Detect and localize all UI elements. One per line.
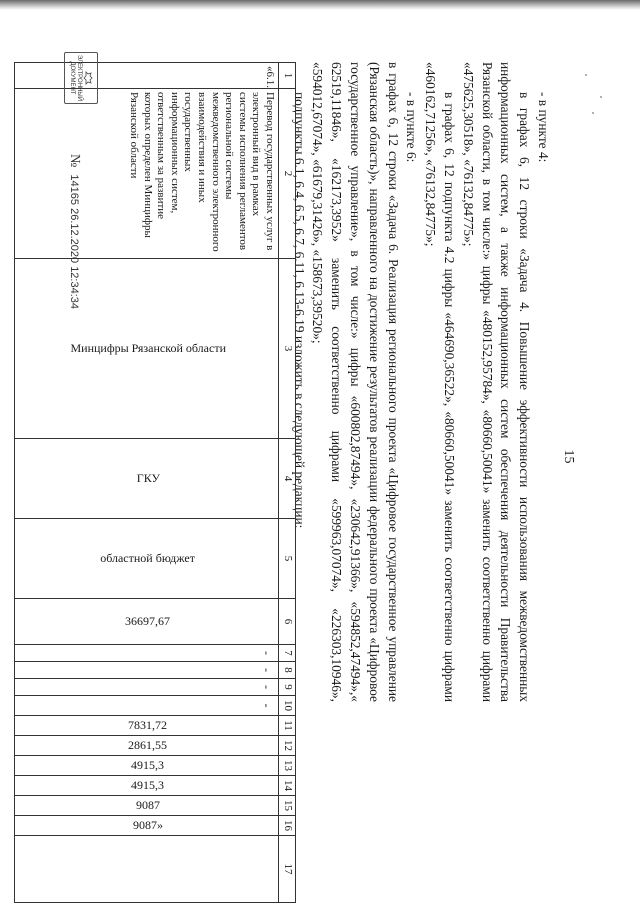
page-number: 15 xyxy=(561,449,576,464)
cell-value-text: 7831,72 xyxy=(128,718,168,732)
cell-value-text: 2861,55 xyxy=(128,738,168,752)
column-number: 15 xyxy=(279,796,296,816)
cell-total-text: 36697,67 xyxy=(125,614,171,628)
cell-year-value xyxy=(15,716,279,736)
cell-year-value xyxy=(15,816,279,836)
cell-participant-text: ГКУ xyxy=(136,471,160,485)
column-number: 17 xyxy=(279,836,296,903)
amendment-text xyxy=(289,62,552,702)
cell-year-value xyxy=(15,645,279,662)
number-sign: № xyxy=(67,154,82,168)
scan-speck xyxy=(585,74,587,76)
cell-year-value xyxy=(15,696,279,716)
paragraph-item-6: - в пункте 6: xyxy=(404,92,420,163)
column-number: 2 xyxy=(279,89,296,259)
program-table xyxy=(14,62,296,903)
scan-edge-shadow xyxy=(0,0,640,10)
cell-dash: - xyxy=(260,703,274,708)
column-number: 13 xyxy=(279,756,296,776)
cell-year-value xyxy=(15,796,279,816)
document-datetime: 26.12.2020 12:34:34 xyxy=(68,208,80,310)
electronic-document-stamp xyxy=(64,52,98,104)
column-number: 6 xyxy=(279,599,296,645)
stamp-line: ЭЛЕКТРОННЫЙ xyxy=(76,54,83,102)
column-number: 4 xyxy=(279,439,296,519)
cell-dash: - xyxy=(260,651,274,655)
cell-dash: - xyxy=(260,685,274,689)
column-number: 12 xyxy=(279,736,296,756)
cell-executor xyxy=(15,259,279,439)
paragraph-subitem-4-2: в графах 6, 12 подпункта 4.2 цифры «464690,36522», «80660,50041» заменить соответственно цифрами «460162,71256», «76132,84775»; xyxy=(423,62,458,702)
column-number: 9 xyxy=(279,679,296,696)
coat-of-arms-icon xyxy=(84,71,94,85)
column-number: 5 xyxy=(279,519,296,599)
paragraph-item-4: - в пункте 4: xyxy=(536,92,551,163)
cell-value-text: 4915,3 xyxy=(131,758,165,772)
cell-year-value xyxy=(15,662,279,679)
registration-footer xyxy=(66,154,82,309)
scan-speck xyxy=(592,112,594,114)
cell-item-number: «6.1. xyxy=(15,63,279,89)
cell-participant xyxy=(15,439,279,519)
cell-year-value xyxy=(15,756,279,776)
paragraph-task-6: в графах 6, 12 строки «Задача 6. Реализация регионального проекта «Цифровое государственное управление (Рязанская область)», направленного на достижение результатов реализации федерального проекта «Цифровое государственное управление», в том числе:» цифры «600802,87494», «230642,91366», «594852,47494»,« 62519,11846», «162173,3952» заменить соответственно цифрами «599963,07074», «226303,10946», «594012,67074», «61679,31426», «158673,39520»; xyxy=(310,62,401,702)
cell-year-value xyxy=(15,736,279,756)
cell-year-value xyxy=(15,679,279,696)
cell-funding-source xyxy=(15,519,279,599)
cell-indicator xyxy=(15,836,279,903)
column-number: 3 xyxy=(279,259,296,439)
cell-value-text: 9087» xyxy=(133,818,163,832)
cell-measure-name: Перевод государственных услуг в электронный вид в рамках системы исполнения регламентов региональной системы межведомственного электронного взаимодействия и иных государственных информационных систем, ответственным за развитие которых определен Минцифры Рязанской области xyxy=(15,89,279,259)
rotated-page xyxy=(58,44,578,875)
column-number: 14 xyxy=(279,776,296,796)
paragraph-subitems-6: подпункты 6.1, 6.4, 6.5, 6.7, 6.11, 6.13-6.19 изложить в следующей редакции: xyxy=(291,92,307,529)
paragraph-task-4: в графах 6, 12 строки «Задача 4. Повышение эффективности использования межведомственных информационных систем, а также информационных систем обеспечения деятельности Правительства Рязанской области, в том числе:» цифры «480152,95784», «80660,50041» заменить соответственно цифрами «475625,30518», «76132,84775»; xyxy=(460,62,533,702)
stamp-line: ДОКУМЕНТ xyxy=(69,61,76,95)
column-number: 7 xyxy=(279,645,296,662)
column-number: 8 xyxy=(279,662,296,679)
document-number: 14165 xyxy=(68,174,80,206)
cell-funding-source-text: областной бюджет xyxy=(100,551,196,565)
scan-speck xyxy=(600,96,602,98)
column-number: 10 xyxy=(279,696,296,716)
cell-executor-text: Минцифры Рязанской области xyxy=(70,341,226,355)
cell-value-text: 9087 xyxy=(136,798,160,812)
cell-dash: - xyxy=(260,668,274,672)
column-number: 1 xyxy=(279,63,296,89)
cell-year-value xyxy=(15,776,279,796)
cell-value-text: 4915,3 xyxy=(131,778,165,792)
cell-total xyxy=(15,599,279,645)
column-number: 11 xyxy=(279,716,296,736)
table-header-row xyxy=(279,63,296,903)
column-number: 16 xyxy=(279,816,296,836)
table-row xyxy=(15,63,279,903)
